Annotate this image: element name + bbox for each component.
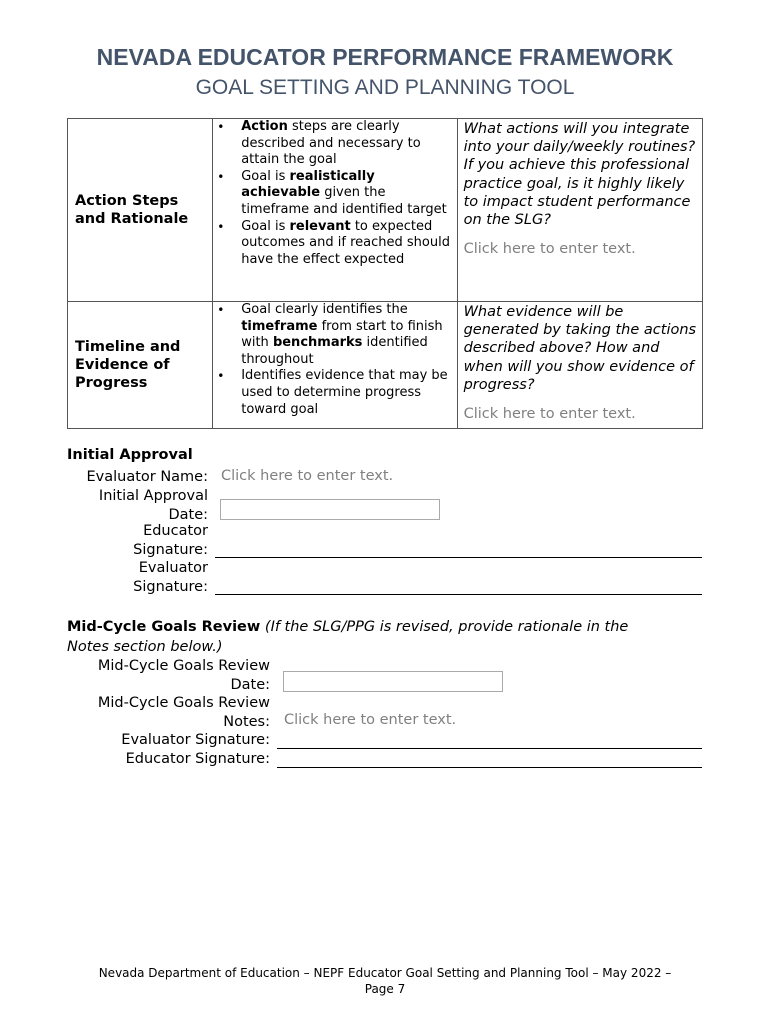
page-footer: Nevada Department of Education – NEPF Educator Goal Setting and Planning Tool – May 2022 – Page 7 — [98, 966, 672, 996]
response-cell — [457, 302, 702, 429]
educator-signature-line[interactable] — [215, 557, 702, 558]
evaluator-signature-line[interactable] — [215, 594, 702, 595]
criteria-item: • Goal is relevant to expected outcomes and if reached should have the effect expected — [217, 218, 450, 267]
row-label: Timeline and Evidence of Progress — [75, 339, 181, 391]
response-text-field[interactable]: Click here to enter text. — [463, 406, 636, 423]
mid-cycle-educator-signature-label: Educator Signature: — [125, 751, 270, 767]
guiding-question: What evidence will be generated by taking the actions described above? How and when will you show evidence of progress? — [463, 304, 697, 393]
criteria-item: • Action steps are clearly described and necessary to attain the goal — [217, 119, 421, 168]
document-subtitle: GOAL SETTING AND PLANNING TOOL — [195, 76, 575, 99]
evaluator-signature-label: Evaluator Signature: — [133, 560, 208, 595]
initial-approval-heading: Initial Approval — [67, 447, 193, 463]
criteria-cell — [213, 119, 457, 302]
table-row — [68, 302, 703, 429]
guiding-question: What actions will you integrate into your daily/weekly routines? If you achieve this professional practice goal, is it highly likely to impact student performance on the SLG? — [463, 121, 696, 229]
row-label-cell — [68, 302, 213, 429]
evaluator-name-label: Evaluator Name: — [86, 469, 208, 485]
criteria-list — [213, 302, 456, 418]
row-label-cell — [68, 119, 213, 302]
evaluator-name-field[interactable]: Click here to enter text. — [221, 468, 394, 484]
criteria-item: • Goal is realistically achievable given the timeframe and identified target — [217, 168, 447, 217]
response-cell — [457, 119, 702, 302]
criteria-item: • Identifies evidence that may be used to determine progress toward goal — [217, 368, 448, 417]
mid-cycle-educator-signature-line[interactable] — [277, 767, 702, 768]
mid-cycle-evaluator-signature-line[interactable] — [277, 748, 702, 749]
criteria-list — [213, 119, 456, 268]
educator-signature-label: Educator Signature: — [133, 523, 208, 558]
criteria-item: • Goal clearly identifies the timeframe from start to finish with benchmarks identified throughout — [217, 302, 443, 367]
mid-cycle-date-field[interactable] — [283, 671, 503, 692]
initial-approval-date-field[interactable] — [220, 499, 440, 520]
mid-cycle-evaluator-signature-label: Evaluator Signature: — [121, 732, 270, 748]
mid-cycle-notes-label: Mid-Cycle Goals Review Notes: — [97, 695, 270, 730]
row-label: Action Steps and Rationale — [75, 193, 189, 227]
mid-cycle-notes-field[interactable]: Click here to enter text. — [284, 712, 457, 728]
goal-criteria-table — [67, 118, 703, 429]
document-title: NEVADA EDUCATOR PERFORMANCE FRAMEWORK — [96, 44, 674, 70]
criteria-cell — [213, 302, 457, 429]
response-text-field[interactable]: Click here to enter text. — [463, 241, 636, 258]
mid-cycle-heading: Mid-Cycle Goals Review (If the SLG/PPG is revised, provide rationale in the Notes section below.) — [67, 619, 629, 655]
initial-approval-date-label: Initial Approval Date: — [98, 488, 208, 523]
mid-cycle-date-label: Mid-Cycle Goals Review Date: — [97, 658, 270, 693]
table-row — [68, 119, 703, 302]
